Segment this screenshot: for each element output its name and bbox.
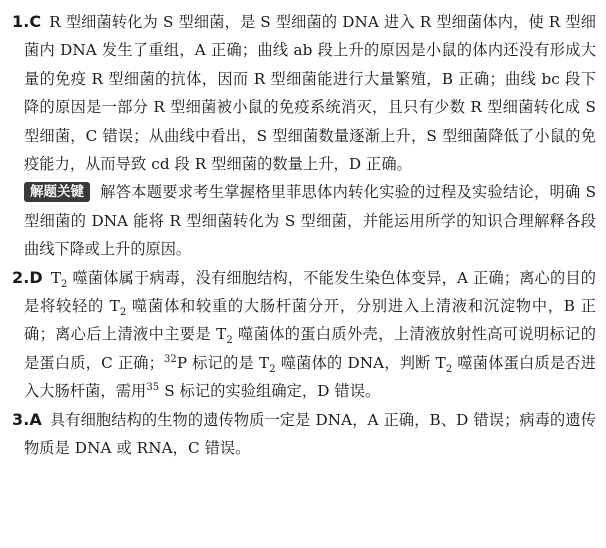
answer-1	[12, 8, 596, 178]
t2-label: T	[50, 268, 62, 287]
answer-1-explanation: R 型细菌转化为 S 型细菌，是 S 型细菌的 DNA 进入 R 型细菌体内，使 R 型细菌内 DNA 发生了重组，A 正确；曲线 ab 段上升的原因是小鼠的体内还没有形成大量的免疫 R 型细菌的抗体，因而 R 型细菌能进行大量繁殖，B 正确；曲线 bc 段下降的原因是一部分 R 型细菌被小鼠的免疫系统消灭，且只有少数 R 型细菌转化成 S 型细菌，C 错误；从曲线中看出，S 型细菌数量逐渐上升，S 型细菌降低了小鼠的免疫能力，从而导致 cd 段 R 型细菌的数量上升，D 正确。	[24, 13, 596, 174]
t2-label: T	[258, 353, 270, 372]
answer-3-number: 3.	[12, 409, 30, 429]
answer-2	[12, 264, 596, 406]
t2-subscript: 2	[119, 307, 127, 319]
answer-2-seg4: P 标记的是	[176, 353, 254, 372]
answer-2-seg2: 噬菌体和较重的大肠杆菌分开，分别进入上清液和沉淀物中，B 正确；离心后上清液中主要是	[24, 297, 596, 344]
t2-subscript: 2	[226, 335, 233, 347]
answer-3-key: A	[29, 409, 42, 429]
s35-superscript: 35	[146, 382, 160, 394]
solving-key-badge: 解题关键	[24, 182, 90, 202]
answer-2-number: 2.	[12, 267, 30, 287]
t2-subscript: 2	[269, 363, 276, 375]
answer-2-seg6: 噬菌体蛋白质是否进入大肠杆菌，需用	[24, 353, 596, 401]
answer-2-seg3: 噬菌体的蛋白质外壳，上清液放射性高可说明标记的是蛋白质，C 正确；	[24, 325, 596, 372]
answer-1-key: C	[29, 12, 42, 31]
solving-key-text: 解答本题要求考生掌握格里菲思体内转化实验的过程及实验结论，明确 S 型细菌的 DNA 能将 R 型细菌转化为 S 型细菌，并能运用所学的知识合理解释各段曲线下降或上升的原因。	[24, 183, 596, 259]
answer-2-seg7: S 标记的实验组确定，D 错误。	[164, 382, 381, 401]
solving-key-tip	[12, 178, 596, 263]
answer-2-key: D	[29, 267, 43, 287]
p32-superscript: 32	[163, 353, 177, 365]
answer-1-number: 1.	[12, 12, 30, 31]
t2-label: T	[109, 297, 120, 316]
answer-2-seg1: 噬菌体属于病毒，没有细胞结构，不能发生染色体变异，A 正确；离心的目的是将较轻的	[24, 268, 597, 316]
answer-2-seg5: 噬菌体的 DNA，判断	[280, 353, 431, 372]
t2-subscript: 2	[445, 363, 453, 375]
t2-label: T	[435, 353, 446, 372]
answer-3-explanation: 具有细胞结构的生物的遗传物质一定是 DNA，A 正确，B、D 错误；病毒的遗传物质是 DNA 或 RNA，C 错误。	[24, 410, 596, 458]
answer-3	[12, 406, 596, 463]
t2-subscript: 2	[61, 278, 68, 290]
t2-label: T	[216, 325, 227, 344]
